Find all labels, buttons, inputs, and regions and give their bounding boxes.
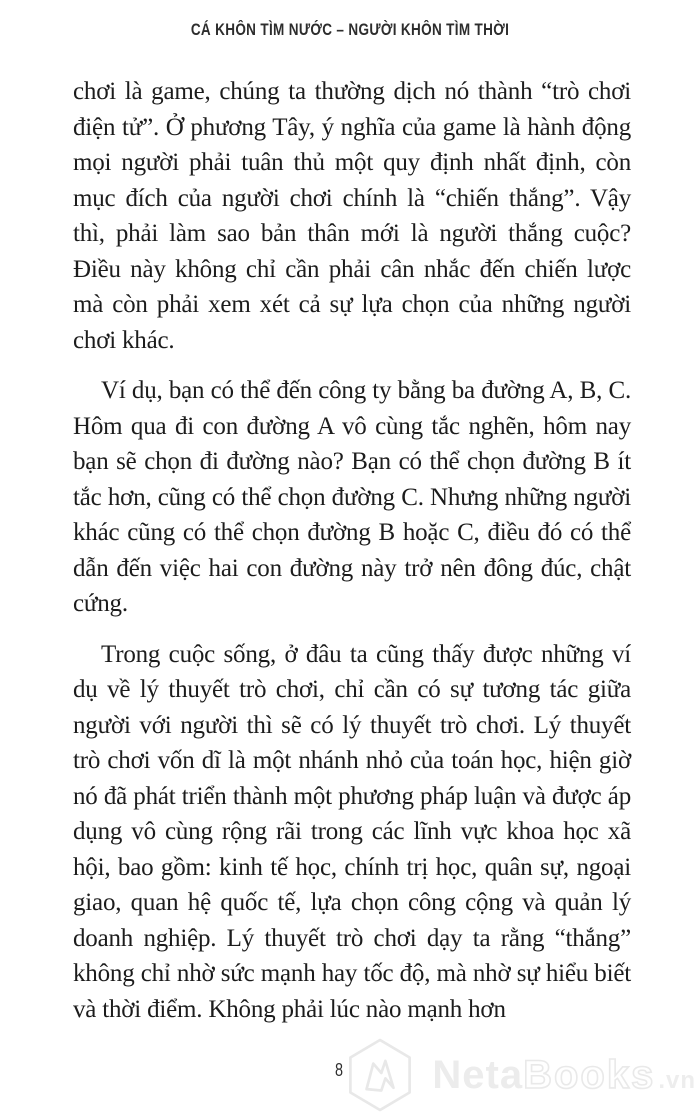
watermark-brand-neta: Neta — [432, 1053, 524, 1097]
watermark-domain: .vn — [658, 1067, 696, 1094]
paragraph-2: Ví dụ, bạn có thể đến công ty bằng ba đường A, B, C. Hôm qua đi con đường A vô cùng tắc nghẽn, hôm nay bạn sẽ chọn đi đường nào? Bạn có thể chọn đường B ít tắc hơn, cũng có thể chọn đường C. Nhưng những người khác cũng có thể chọn đường B hoặc C, điều đó có thể dẫn đến việc hai con đường này trở nên đông đúc, chật cứng. — [73, 377, 631, 617]
watermark-brand-books: Books — [523, 1053, 656, 1097]
watermark-text — [432, 1055, 696, 1095]
paragraph-1: chơi là game, chúng ta thường dịch nó thành “trò chơi điện tử”. Ở phương Tây, ý nghĩa của game là hành động mọi người phải tuân thủ một quy định nhất định, còn mục đích của người chơi chính là “chiến thắng”. Vậy thì, phải làm sao bản thân mới là người thắng cuộc? Điều này không chỉ cần phải cân nhắc đến chiến lược mà còn phải xem xét cả sự lựa chọn của những người chơi khác. — [73, 78, 631, 354]
paragraph-3: Trong cuộc sống, ở đâu ta cũng thấy được những ví dụ về lý thuyết trò chơi, chỉ cần có sự tương tác giữa người với người thì sẽ có lý thuyết trò chơi. Lý thuyết trò chơi vốn dĩ là một nhánh nhỏ của toán học, hiện giờ nó đã phát triển thành một phương pháp luận và được áp dụng vô cùng rộng rãi trong các lĩnh vực khoa học xã hội, bao gồm: kinh tế học, chính trị học, quân sự, ngoại giao, quan hệ quốc tế, lựa chọn công cộng và quản lý doanh nghiệp. Lý thuyết trò chơi dạy ta rằng “thắng” không chỉ nhờ sức mạnh hay tốc độ, mà nhờ sự hiểu biết và thời điểm. Không phải lúc nào mạnh hơn — [73, 640, 631, 1023]
page-body — [73, 74, 631, 1042]
netabooks-hexagon-n-logo-icon — [336, 1038, 424, 1112]
netabooks-watermark — [336, 1038, 696, 1112]
page-number: 8 — [334, 1060, 343, 1080]
running-header-title: CÁ KHÔN TÌM NƯỚC – NGƯỜI KHÔN TÌM THỜI — [190, 21, 510, 39]
